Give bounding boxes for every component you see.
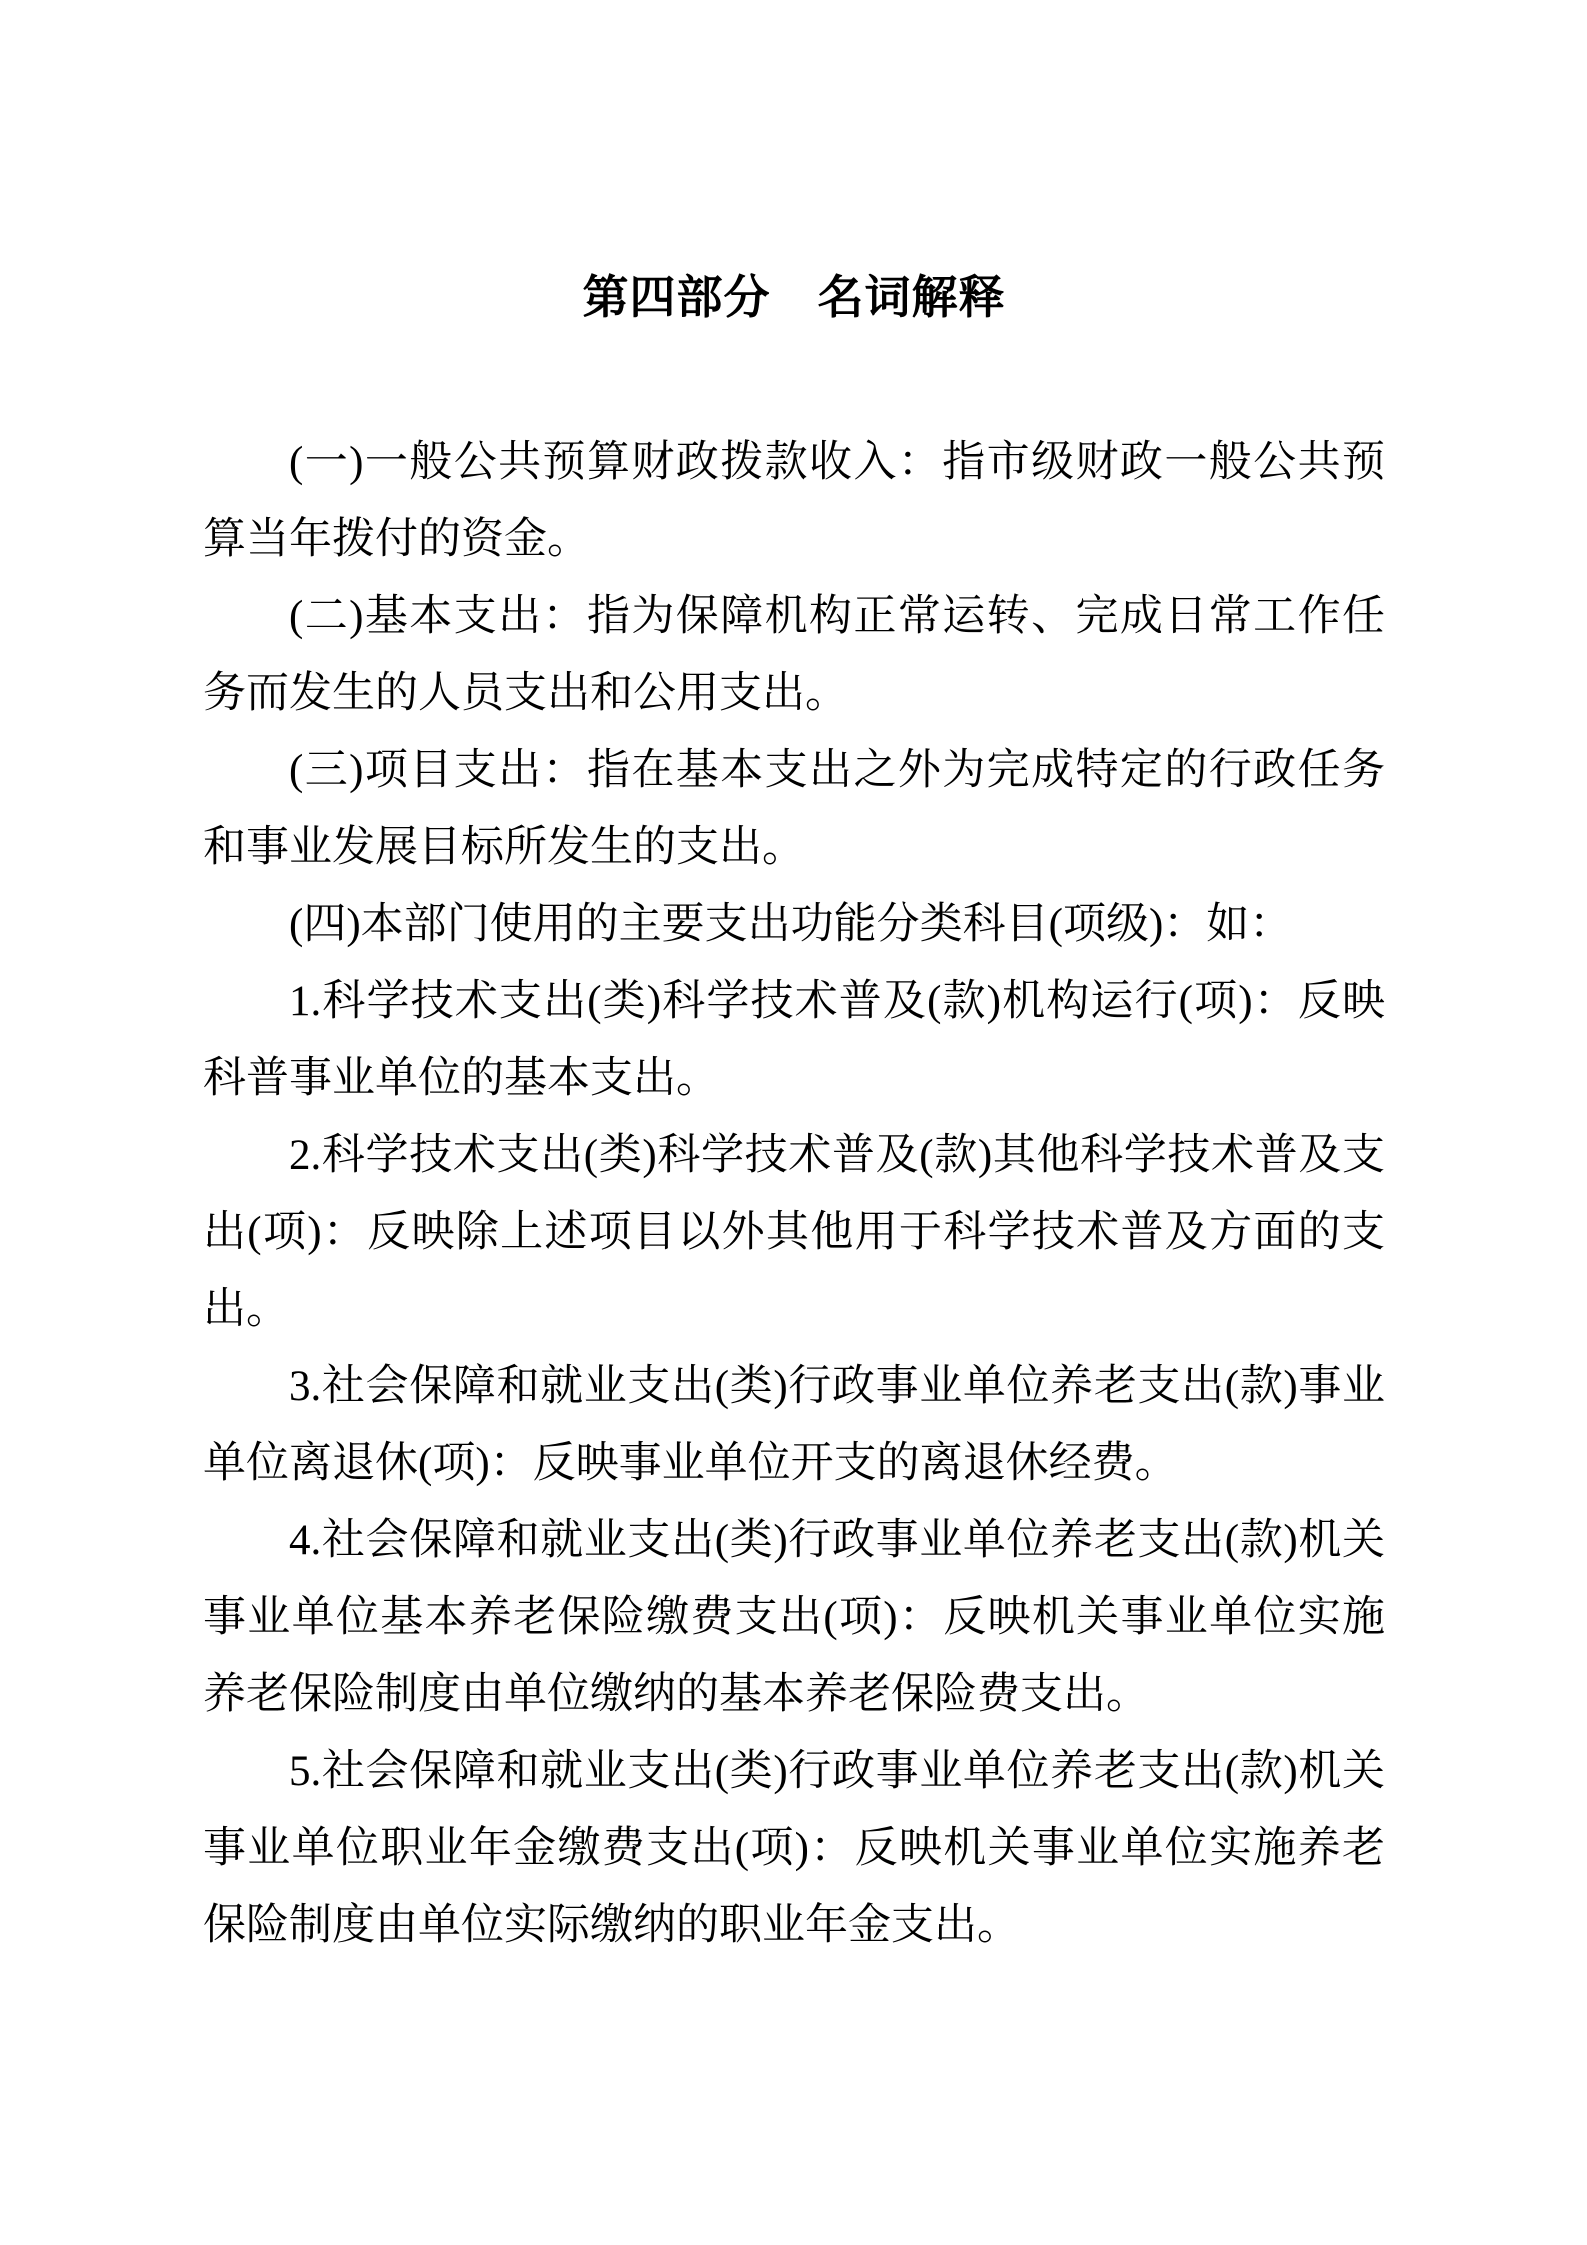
item-retired-personnel-expense: 3.社会保障和就业支出(类)行政事业单位养老支出(款)事业单位离退休(项)：反映事业单位开支的离退休经费。 — [203, 1363, 1385, 1487]
item-other-science-popularization: 2.科学技术支出(类)科学技术普及(款)其他科学技术普及支出(项)：反映除上述项目以外其他用于科学技术普及方面的支出。 — [203, 1132, 1385, 1333]
document-body — [203, 424, 1385, 1964]
para-budget-allocation-income: (一)一般公共预算财政拨款收入：指市级财政一般公共预算当年拨付的资金。 — [203, 439, 1385, 563]
para-project-expenditure: (三)项目支出：指在基本支出之外为完成特定的行政任务和事业发展目标所发生的支出。 — [203, 747, 1385, 871]
item-science-popularization-operation: 1.科学技术支出(类)科学技术普及(款)机构运行(项)：反映科普事业单位的基本支出。 — [203, 978, 1385, 1102]
para-function-classification-intro: (四)本部门使用的主要支出功能分类科目(项级)：如： — [289, 901, 1293, 948]
para-basic-expenditure: (二)基本支出：指为保障机构正常运转、完成日常工作任务而发生的人员支出和公用支出。 — [203, 593, 1385, 717]
item-basic-pension-contribution: 4.社会保障和就业支出(类)行政事业单位养老支出(款)机关事业单位基本养老保险缴费支出(项)：反映机关事业单位实施养老保险制度由单位缴纳的基本养老保险费支出。 — [203, 1517, 1385, 1718]
page-title: 第四部分 名词解释 — [582, 271, 1006, 323]
item-occupational-annuity-contribution: 5.社会保障和就业支出(类)行政事业单位养老支出(款)机关事业单位职业年金缴费支出(项)：反映机关事业单位实施养老保险制度由单位实际缴纳的职业年金支出。 — [203, 1748, 1385, 1949]
